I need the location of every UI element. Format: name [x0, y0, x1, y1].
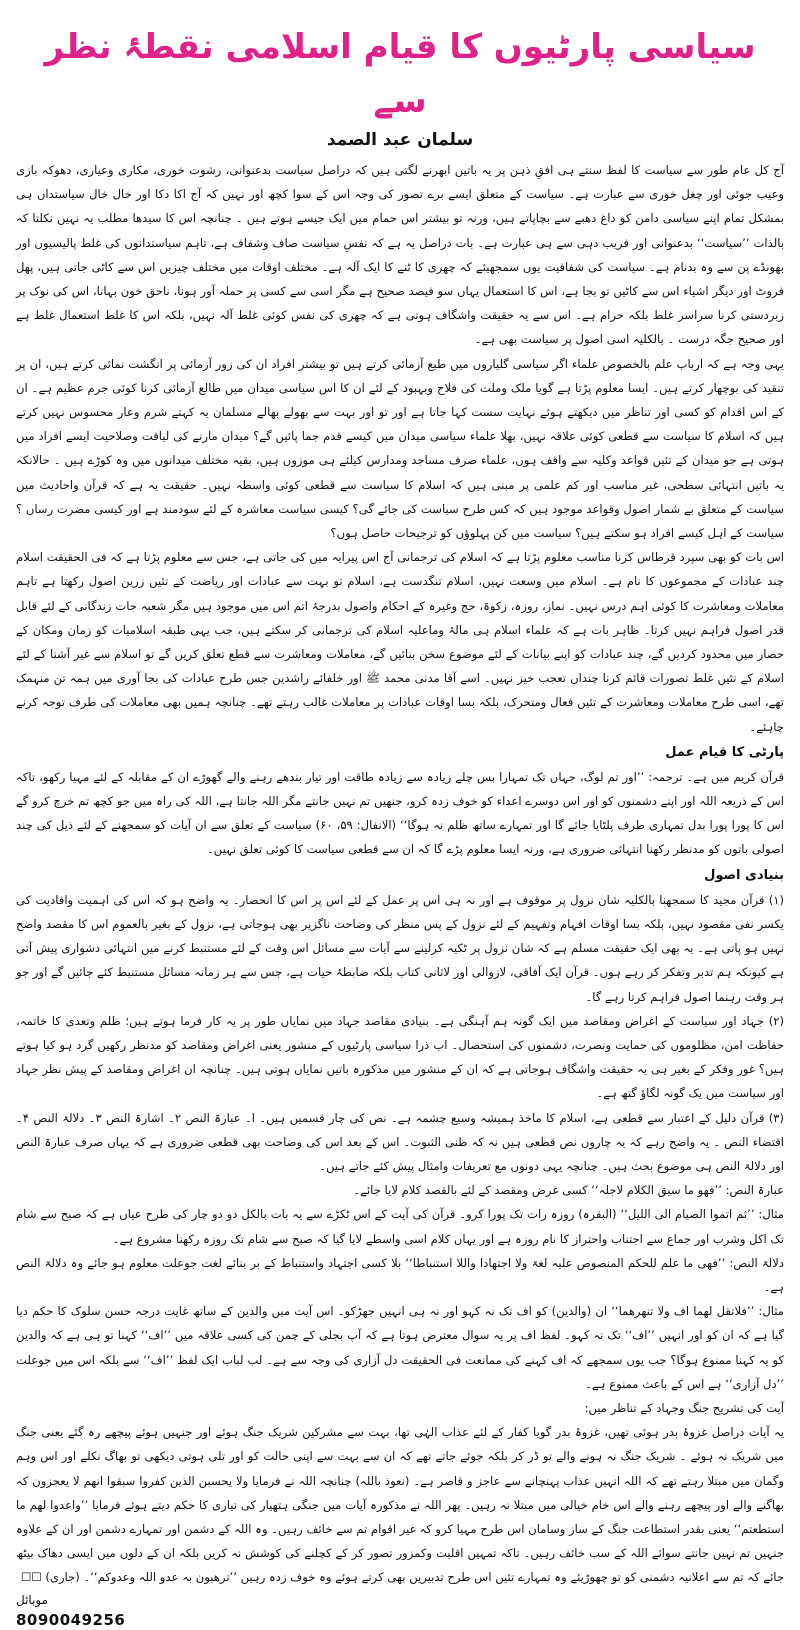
- principle-paragraph: عبارۃ النص: ’’فھو ما سیق الکلام لاجلہ‘‘ کسی غرض ومقصد کے لئے بالقصد کلام لایا جائے۔: [353, 1183, 784, 1198]
- principle-paragraph: (۱) قرآن مجید کا سمجھنا بالکلیہ شان نزول پر موقوف ہے اور نہ ہی اس پر عمل کے لئے اس پر اس کا انحصار۔ یہ واضح ہو کہ اس کی اہمیت وافادیت کی یکسر نفی مقصود نہیں، بلکہ بسا اوقات افہام وتفہیم کے لئے نزول کے پس منظر کی وضاحت ناگزیر بھی ہوجاتی ہے، نزول کے بغیر بالعموم اس کا مقصد واضح نہیں ہو پاتی ہے۔ یہ بھی ایک حقیقت مسلم ہے کہ شان نزول پر ٹکیہ کرلینے سے آیات سے مسائل اس وقت کے لئے مستنبط کرنے میں انتہائی دشواری پیش آتی ہے کیونکہ ہم تدبر وتفکر کر رہے ہوں۔ قرآن ایک آفاقی، لازوالی اور لاثانی کتاب بلکہ ضابطۂ حیات ہے، جس سے ہر زمانہ مسائل مستنبط کئے جائیں گے اور جو ہر وقت رہنما اصول فراہم کرتا رہے گا۔: [16, 892, 784, 1004]
- principle-paragraph: (۳) قرآن دلیل کے اعتبار سے قطعی ہے، اسلام کا ماخذ ہمیشہ وسیع چشمہ ہے۔ نص کی چار قسمیں ہیں۔ ا۔ عبارۃ النص ۲۔ اشارۃ النص ۳۔ دلالۃ النص ۴۔ اقتضاء النص ۔ یہ واضح رہے کہ یہ چاروں نص قطعی ہیں نہ کہ ظنی الثبوت۔ اس کے بعد اس کی وضاحت بھی قطعی ضروری ہے کہ یہاں صرف عبارۃ النص اور دلالۃ النص ہی موضوع بحث ہیں۔ چنانچہ یہی دونوں مع تعریفات وامثال پیش کئے جاتے ہیں۔: [16, 1110, 785, 1173]
- section-heading-principles: بنیادی اصول: [704, 867, 784, 883]
- principle-paragraph: دلالۃ النص: ’’فھی ما علم للحکم المنصوص علیہ لغۃ ولا اجتھادا واللا استنباطا‘‘ بلا کسی اجتہاد واستنباط کے بر بنائے لغت جوعلت معلوم ہو جائے وہ دلالۃ النص ہے۔: [16, 1255, 784, 1294]
- principle-paragraph: مثال: ’’فلاتقل لھما اف ولا تنھرھما‘‘ ان (والدین) کو اف تک نہ کہو اور نہ ہی انہیں جھڑکو۔ اس آیت میں والدین کے ساتھ غایت درجہ حسن سلوک کا حکم دیا گیا ہے کہ ان کو اور انہیں ’’اف‘‘ تک نہ کہو۔ لفظ اف پر یہ سوال معترض ہوتا ہے کہ آپ بجلی کے چمن کی کسی علاقہ میں ’’اف‘‘ کہنا تو ہی ہے کہ والدین کو یہ کہنا ممنوع ہوگا؟ جب یوں سمجھے کہ اف کہنے کی ممانعت فی الحقیقت دل آزاری کی وجہ سے ہے۔ لب لباب ایک لفظ ’’اف‘‘ سے بلکہ اس میں جوعلت ’’دل آزاری‘‘ ہے اس کے باعث ممنوع ہے۔: [16, 1304, 784, 1391]
- article-paragraph: قرآن کریم میں ہے۔ ترجمہ: ’’اور تم لوگ، جہاں تک تمہارا بس چلے زیادہ سے زیادہ طاقت اور تیار بندھے رہنے والے گھوڑے ان کے مقابلہ کے لئے مہیا رکھو، تاکہ اس کے ذریعہ اللہ اور اپنے دشمنوں کو اور اس دوسرے اعداء کو خوف زدہ کرو، جنھیں تم نہیں جانتے مگر اللہ جانتا ہے، اللہ کی راہ میں جو کچھ تم خرچ کرو گے اس کا پورا پورا بدل تمہاری طرف پلٹایا جائے گا اور تمہارے ساتھ ظلم نہ ہوگا‘‘ (الانفال: ۵۹، ۶۰) سیاست کے تعلق سے ان آیات کو سمجھنے کے لئے ذیل کی چند اصولی باتوں کو مدنظر رکھنا انتہائی ضروری ہے، ورنہ ایسا معلوم پڑے گا کہ ان سے قطعی سیاست کا کوئی تعلق نہیں۔: [16, 769, 784, 857]
- article-title: سیاسی پارٹیوں کا قیام اسلامی نقطۂ نظر سے: [44, 27, 756, 121]
- section-heading-party: پارٹی کا قیام عمل: [665, 744, 784, 760]
- principle-paragraph: مثال: ’’ثم اتموا الصیام الی اللیل‘‘ (البقرہ) روزہ رات تک پورا کرو۔ قرآن کی آیت کے اس ٹکڑے سے یہ بات بالکل دو دو چار کی طرح عیاں ہے کہ صبح سے شام تک اکل وشرب اور جماع سے اجتناب واحتراز کا نام روزہ ہے اور یہاں کلام اسی واسطے لایا گیا کہ صبح سے شام تک روزہ رکھنا مشروع ہے۔: [16, 1207, 784, 1246]
- article-body: [16, 158, 784, 1590]
- principle-paragraph: آیت کی تشریح جنگ وجہاد کے تناظر میں:: [584, 1400, 784, 1415]
- article-paragraph: اس بات کو بھی سپرد قرطاس کرنا مناسب معلوم پڑتا ہے کہ اسلام کی ترجمانی آج اس پیرایہ میں کی جاتی ہے، جس سے معلوم پڑتا ہے کہ فی الحقیقت اسلام چند عبادات کے مجموعوں کا نام ہے۔ اسلام میں وسعت نہیں، اسلام تنگدست ہے، اسلام تو بہت سے عبادات اور ریاضت کے تئیں زرین اصول رکھتا ہے تاہم معاملات ومعاشرت کا کوئی اہم درس نہیں۔ نماز، روزہ، زکوۃ، حج وغیرہ کے احکام واصول بدرجۂ اتم اس میں موجود ہیں مگر شعبہ جات زندگانی کے لئے قابل قدر اصول فراہم نہیں کرتا۔ ظاہر بات ہے کہ علماء اسلام ہی مالۂ وماعلیہ اسلام کی ترجمانی کر سکتے ہیں، جب یہی طبقہ اسلامیات کو زمان ومکان کے حصار میں محدود کردیں گے، چند عبادات کو اپنے بیانات کے لئے موضوع سخن بنائیں گے، معاملات ومعاشرت سے قطع تعلق کریں گے تو اسلام سے غیر آشنا کے لئے اسلام کے تئیں غلط تصورات قائم کرنا چنداں تعجب خیز نہیں۔ اسے آقا مدنی محمد ﷺ اور خلفائے راشدین جس طرح عبادات کی بجا آوری میں ہمہ تن منہمک تھے، اسی طرح معاملات ومعاشرت کے تئیں فعال ومتحرک، بلکہ بسا اوقات عبادات پر معاملات غالب رہتے تھے۔ چنانچہ ہمیں بھی معاملات کی طرف توجہ کرنے چاہئے۔: [16, 550, 784, 734]
- mobile-number: 8090049256: [16, 1610, 126, 1629]
- article-paragraph: آج کل عام طور سے سیاست کا لفظ سنتے ہی افقِ ذہن پر یہ باتیں ابھرنے لگتی ہیں کہ دراصل سیاست بدعنوانی، رشوت خوری، مکاری وعیاری، دھوکہ بازی وعیب جوئی اور چغل خوری سے عبارت ہے۔ سیاست کے متعلق ایسے برے تصور کی وجہ اس کے سوا کچھ اور نہیں کہ آج اکا دکا اور خال خال سیاستداں ہی بمشکل تمام اپنے سیاسی دامن کو داغ دھبے سے بچاپاتے ہیں، ورنہ تو بیشتر اس حمام میں ایک جیسے ہوتے ہیں ۔ چنانچہ اس کا سیدھا مطلب یہ نہیں نکلتا کہ بالذات ’’سیاست‘‘ بدعنوانی اور فریب دہی سے ہی عبارت ہے۔ بات دراصل یہ ہے کہ نفسِ سیاست صاف وشفاف ہے، تاہم سیاستدانوں کی غلط پالیسیوں اور بھونڈے پن سے وہ بدنام ہے۔ سیاست کی شفافیت یوں سمجھیئے کہ چھری کا ٹنے کا ایک آلہ ہے۔ مختلف اوقات میں مختلف چیزیں اس سے کاٹی جاتی ہیں، پھل فروٹ اور دیگر اشیاء اس سے کاٹیں تو بجا ہے، اس کا استعمال یہاں سو فیصد صحیح ہے مگر اسی سے کسی پر حملہ آور ہونا، ناحق خون بہانا، اس کی نوک پر زبردستی کرنا سراسر غلط بلکہ حرام ہے۔ اس سے یہ حقیقت واشگاف ہوتی ہے کہ چھری کی نفس کوئی غلط آلہ نہیں، بلکہ اس کا غلط استعمال غلط ہے اور صحیح جگہ درست ۔ بالکلیہ اسی اصول پر سیاست بھی ہے۔: [16, 163, 784, 347]
- principle-paragraph: یہ آیات دراصل غزوۂ بدر ہوئی تھیں، غزوۂ بدر گویا کفار کے لئے عذاب الہٰی تھا، بہت سے مشرکین شریک جنگ ہوئے اور جنہیں ہوئے پیچھے رہ گئے یعنی جنگ میں شریک نہ ہوئے ۔ شریک جنگ نہ ہونے والے تو ڈر کر بلکہ جوئے جاتے تھے کہ ان سے بہت سے اپنی حالت کو اور تلی ہوتی دیکھی تو بھاگ نکلے اور اس وہم وگمان میں مبتلا رہتے تھے کہ اللہ انہیں عذاب پہنچانے سے عاجز و قاصر ہے۔ (نعوذ باللہ) چنانچہ اللہ نے فرمایا ولا یحسبن الذین کفروا سبقوا انھم لا یعجزون کہ بھاگنے والے اور پیچھے رہنے والے اس خام خیالی میں مبتلا نہ رہیں۔ پھر اللہ نے مذکورہ آیات میں جنگی ہتھیار کی تیاری کا حکم دیتے ہوئے فرمایا ’’واعدوا لھم ما استطعتم‘‘ یعنی بقدر استطاعت جنگ کے ساز وسامان اس طرح مہیا کرو کہ غیر اقوام تم سے خائف رہیں۔ وہ اللہ کے دشمن اور تمہارے دشمن اور ان کے علاوہ جنہیں تم نہیں جانتے سوائے اللہ کے سب خائف رہیں۔ تاکہ تمہیں اقلیت وکمزور تصور کر کے کچلنے کی کوشش نہ کریں بلکہ ان کے دلوں میں ایسی دھاک بیٹھ جائے کہ تم سے اعلانیہ دشمنی کو تو چھوڑیئے وہ تمہارے تئیں اس طرح تدبیریں بھی کرتے ہوئے وہ خوف زدہ رہیں ’’ترھبون بہ عدو اللہ وعدوکم‘‘۔ (جاری) ☐☐: [16, 1425, 784, 1585]
- principle-paragraph: (۲) جہاد اور سیاست کے اغراض ومقاصد میں ایک گونہ ہم آہنگی ہے۔ بنیادی مقاصد جہاد میں نمایاں طور پر یہ کار فرما ہوتے ہیں؛ ظلم وتعدی کا خاتمہ، حفاظت امن، مظلوموں کی حمایت ونصرت، دشمنوں کی استحصال۔ اب ذرا سیاسی پارٹیوں کے منشور یعنی اغراض ومقاصد کو مدنظر رکھیں گرد ہو کیا ہوتے ہیں؟ غور وفکر کے بغیر ہی یہ حقیقت واشگاف ہوجاتی ہے کہ ان کے منشور میں مذکورہ باتیں نمایاں ہوتی ہیں۔ چنانچہ ان اغراض ومقاصد کے پیش نظر جہاد اور سیاست میں یک گونہ لگاؤ گتھ ہے۔: [16, 1013, 784, 1101]
- article-author: سلمان عبد الصمد: [326, 130, 474, 150]
- contact-block: [16, 1590, 784, 1630]
- mobile-label: موبائل: [16, 1592, 49, 1607]
- article-paragraph: یہی وجہ ہے کہ ارباب علم بالخصوص علماء اگر سیاسی گلیاروں میں طبع آزمائی کرتے ہیں تو بیشتر افراد ان کی زور آزمائی پر انگشت نمائی کرتے ہیں، ان پر تنقید کی بوچھار کرتے ہیں۔ ایسا معلوم پڑتا ہے گویا ملک وملت کی فلاح وبہبود کے لئے ان کا اس سیاسی میدان میں طالع آزمائی کرنا کوئی جرم عظیم ہے۔ ان کے اس اقدام کو کسی اور تناظر میں دیکھتے ہوئے نہایت سست کہا جاتا ہے اور تو اور بہت سے بھولے بھالے مسلمان یہ کہتے شرم وعار محسوس نہیں کرتے ہیں کہ اسلام کا سیاست سے قطعی کوئی علاقہ نہیں، بھلا علماء سیاسی میدان میں کیسے قدم جما پائیں گے؟ میدان مارنے کی لیاقت وصلاحیت ایسے افراد میں ہوتی ہے جو میدان کے تئیں قواعد وکلیہ سے واقف ہوں، علماء صرف مساجد ومدارس کیلئے ہی موزوں ہیں، بقیہ مختلف میدانوں میں وہ کوڑے ہیں ۔ حالانکہ یہ باتیں انتہائی سطحی، غیر مناسب اور کم علمی پر مبنی ہیں کہ اسلام کا سیاست سے قطعی کوئی واسطہ نہیں۔ حقیقت یہ ہے کہ قرآن واحادیث میں سیاست کے متعلق بے شمار اصول وقواعد موجود ہیں کہ کس طرح سیاست کی جائے گی؟ کیسی سیاست معاشرہ کے لئے سودمند ہے اور کیسی مضرت رساں ؟ سیاست کے اہل کیسے افراد ہو سکتے ہیں؟ سیاست میں کن پہلوؤں کو ترجیحات حاصل ہوں؟: [16, 356, 784, 541]
